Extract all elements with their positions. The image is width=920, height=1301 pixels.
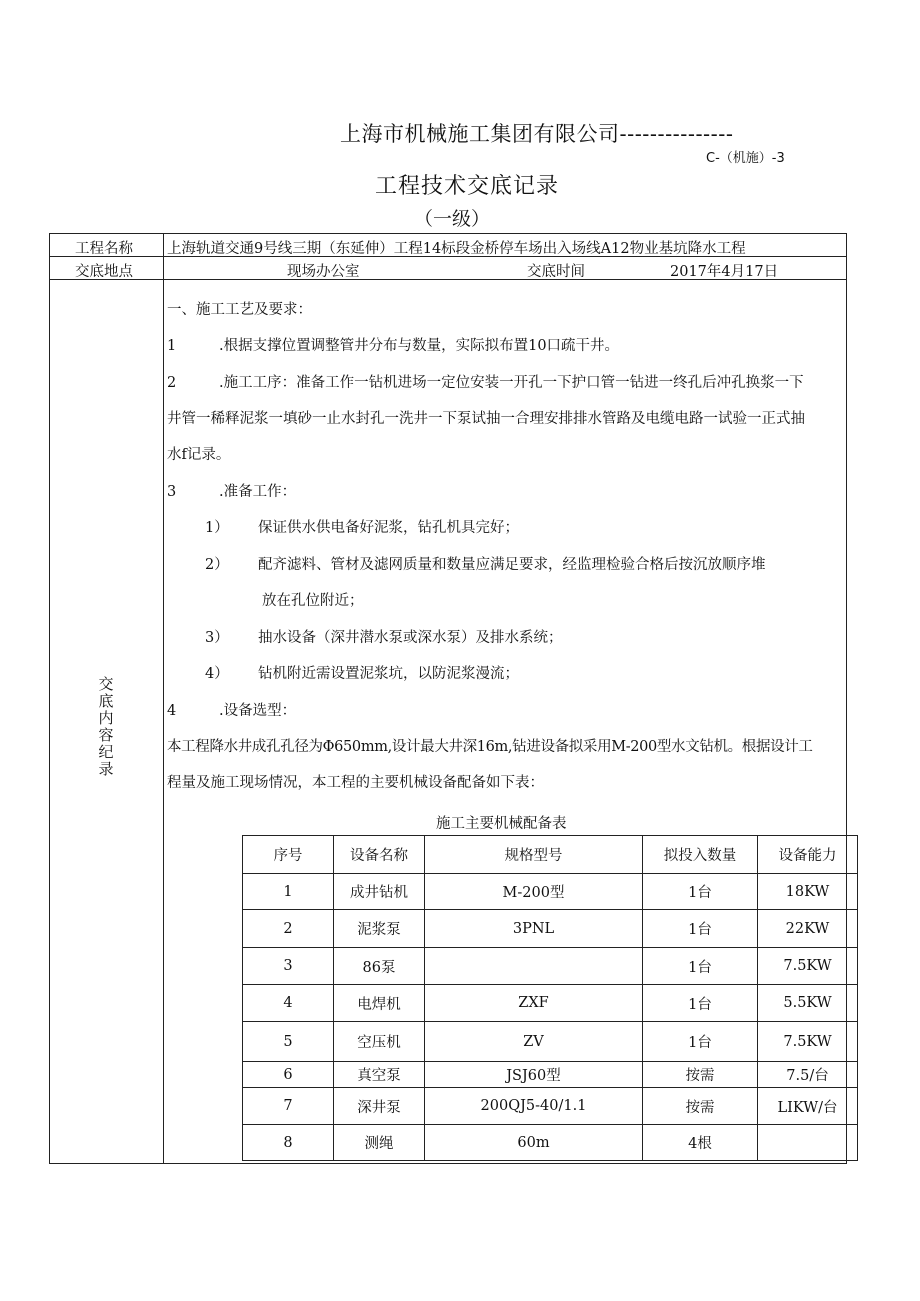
- table-cell: 按需: [643, 1088, 758, 1125]
- table-cell: 测绳: [334, 1125, 425, 1161]
- table-cell: 3PNL: [425, 910, 643, 948]
- table-cell: M-200型: [425, 874, 643, 910]
- section-heading: 一、施工工艺及要求：: [167, 302, 312, 318]
- table-cell: [758, 1125, 858, 1161]
- table-cell: 1台: [643, 985, 758, 1022]
- time-value: 2017年4月17日: [670, 264, 779, 280]
- item-3-text: .准备工作：: [219, 484, 297, 500]
- table-cell: 4根: [643, 1125, 758, 1161]
- sub-3-number: 3）: [205, 630, 229, 646]
- table-cell: [425, 948, 643, 985]
- item-2-text-line2: 井管一稀释泥浆一填砂一止水封孔一洗井一下泵试抽一合理安排排水管路及电缆电路一试验一正式抽: [167, 411, 805, 427]
- table-cell: 1台: [643, 948, 758, 985]
- paragraph-line2: 程量及施工现场情况，本工程的主要机械设备配备如下表：: [167, 775, 544, 791]
- table-row: [243, 910, 858, 948]
- sub-2-text-line1: 配齐滤料、管材及滤网质量和数量应满足要求，经监理检验合格后按沉放顺序堆: [258, 557, 766, 573]
- table-row: [243, 985, 858, 1022]
- company-name: 上海市机械施工集团有限公司---------------: [340, 122, 734, 146]
- table-cell: 成井钻机: [334, 874, 425, 910]
- table-row: [243, 1022, 858, 1062]
- item-4-text: .设备选型：: [219, 703, 297, 719]
- item-1-text: .根据支撑位置调整管井分布与数量，实际拟布置10口疏干井。: [219, 338, 620, 354]
- header-cell: 拟投入数量: [643, 836, 758, 874]
- header-cell: 序号: [243, 836, 334, 874]
- sub-1-number: 1）: [205, 520, 229, 536]
- table-header-row: [243, 836, 858, 874]
- item-3-number: 3: [167, 484, 177, 500]
- table-cell: 86泵: [334, 948, 425, 985]
- table-cell: 1台: [643, 1022, 758, 1062]
- table-cell: 8: [243, 1125, 334, 1161]
- table-cell: 7.5/台: [758, 1062, 858, 1088]
- table-cell: LIKW/台: [758, 1088, 858, 1125]
- table-cell: 5.5KW: [758, 985, 858, 1022]
- table-cell: ZXF: [425, 985, 643, 1022]
- sub-4-number: 4）: [205, 666, 229, 682]
- table-cell: 1: [243, 874, 334, 910]
- table-cell: 7: [243, 1088, 334, 1125]
- project-name-value: 上海轨道交通9号线三期（东延伸）工程14标段金桥停车场出入场线A12物业基坑降水工程: [167, 241, 746, 257]
- table-cell: 60m: [425, 1125, 643, 1161]
- table-row: [243, 874, 858, 910]
- table-cell: 按需: [643, 1062, 758, 1088]
- item-2: [167, 371, 804, 392]
- table-cell: 18KW: [758, 874, 858, 910]
- item-4-number: 4: [167, 703, 177, 719]
- item-4: [167, 699, 296, 720]
- sub-4-text: 钻机附近需设置泥浆坑，以防泥浆漫流；: [258, 666, 519, 682]
- item-2-number: 2: [167, 375, 177, 391]
- location-value: 现场办公室: [287, 264, 360, 280]
- table-cell: JSJ60型: [425, 1062, 643, 1088]
- item-1-number: 1: [167, 338, 177, 354]
- table-cell: 5: [243, 1022, 334, 1062]
- table-row: [243, 1062, 858, 1088]
- equipment-table-title: 施工主要机械配备表: [436, 816, 567, 832]
- table-cell: 7.5KW: [758, 948, 858, 985]
- sub-2-text-line2: 放在孔位附近；: [262, 593, 364, 609]
- table-cell: 22KW: [758, 910, 858, 948]
- table-cell: ZV: [425, 1022, 643, 1062]
- table-cell: 4: [243, 985, 334, 1022]
- document-title: 工程技术交底记录: [375, 174, 560, 199]
- sub-1-text: 保证供水供电备好泥浆，钻孔机具完好；: [258, 520, 519, 536]
- document-code: C-（机施）-3: [706, 151, 785, 166]
- item-1: [167, 334, 619, 355]
- table-cell: 泥浆泵: [334, 910, 425, 948]
- header-cell: 设备名称: [334, 836, 425, 874]
- table-cell: 7.5KW: [758, 1022, 858, 1062]
- item-2-text-line1: .施工工序：准备工作一钻机进场一定位安装一开孔一下护口管一钻进一终孔后冲孔换浆一下: [219, 375, 804, 391]
- project-name-label: 工程名称: [75, 241, 133, 257]
- paragraph-line1: 本工程降水井成孔孔径为Φ650mm,设计最大井深16m,钻进设备拟采用M-200型水文钻机。根据设计工: [167, 739, 813, 755]
- header-cell: 规格型号: [425, 836, 643, 874]
- table-cell: 1台: [643, 910, 758, 948]
- table-cell: 2: [243, 910, 334, 948]
- table-cell: 200QJ5-40/1.1: [425, 1088, 643, 1125]
- location-label: 交底地点: [75, 264, 133, 280]
- table-cell: 3: [243, 948, 334, 985]
- equipment-table: [242, 835, 858, 1161]
- table-cell: 1台: [643, 874, 758, 910]
- table-row: [243, 1088, 858, 1125]
- table-cell: 空压机: [334, 1022, 425, 1062]
- content-record-label: 交底内容纪录: [98, 675, 114, 778]
- table-row: [243, 948, 858, 985]
- sub-2-number: 2）: [205, 557, 229, 573]
- header-cell: 设备能力: [758, 836, 858, 874]
- item-3: [167, 480, 296, 501]
- item-2-text-line3: 水f记录。: [167, 447, 231, 463]
- time-label: 交底时间: [527, 264, 585, 280]
- table-cell: 深井泵: [334, 1088, 425, 1125]
- sub-3-text: 抽水设备（深井潜水泵或深水泵）及排水系统；: [258, 630, 563, 646]
- document-level: （一级）: [414, 208, 491, 230]
- table-cell: 真空泵: [334, 1062, 425, 1088]
- table-cell: 6: [243, 1062, 334, 1088]
- table-cell: 电焊机: [334, 985, 425, 1022]
- table-row: [243, 1125, 858, 1161]
